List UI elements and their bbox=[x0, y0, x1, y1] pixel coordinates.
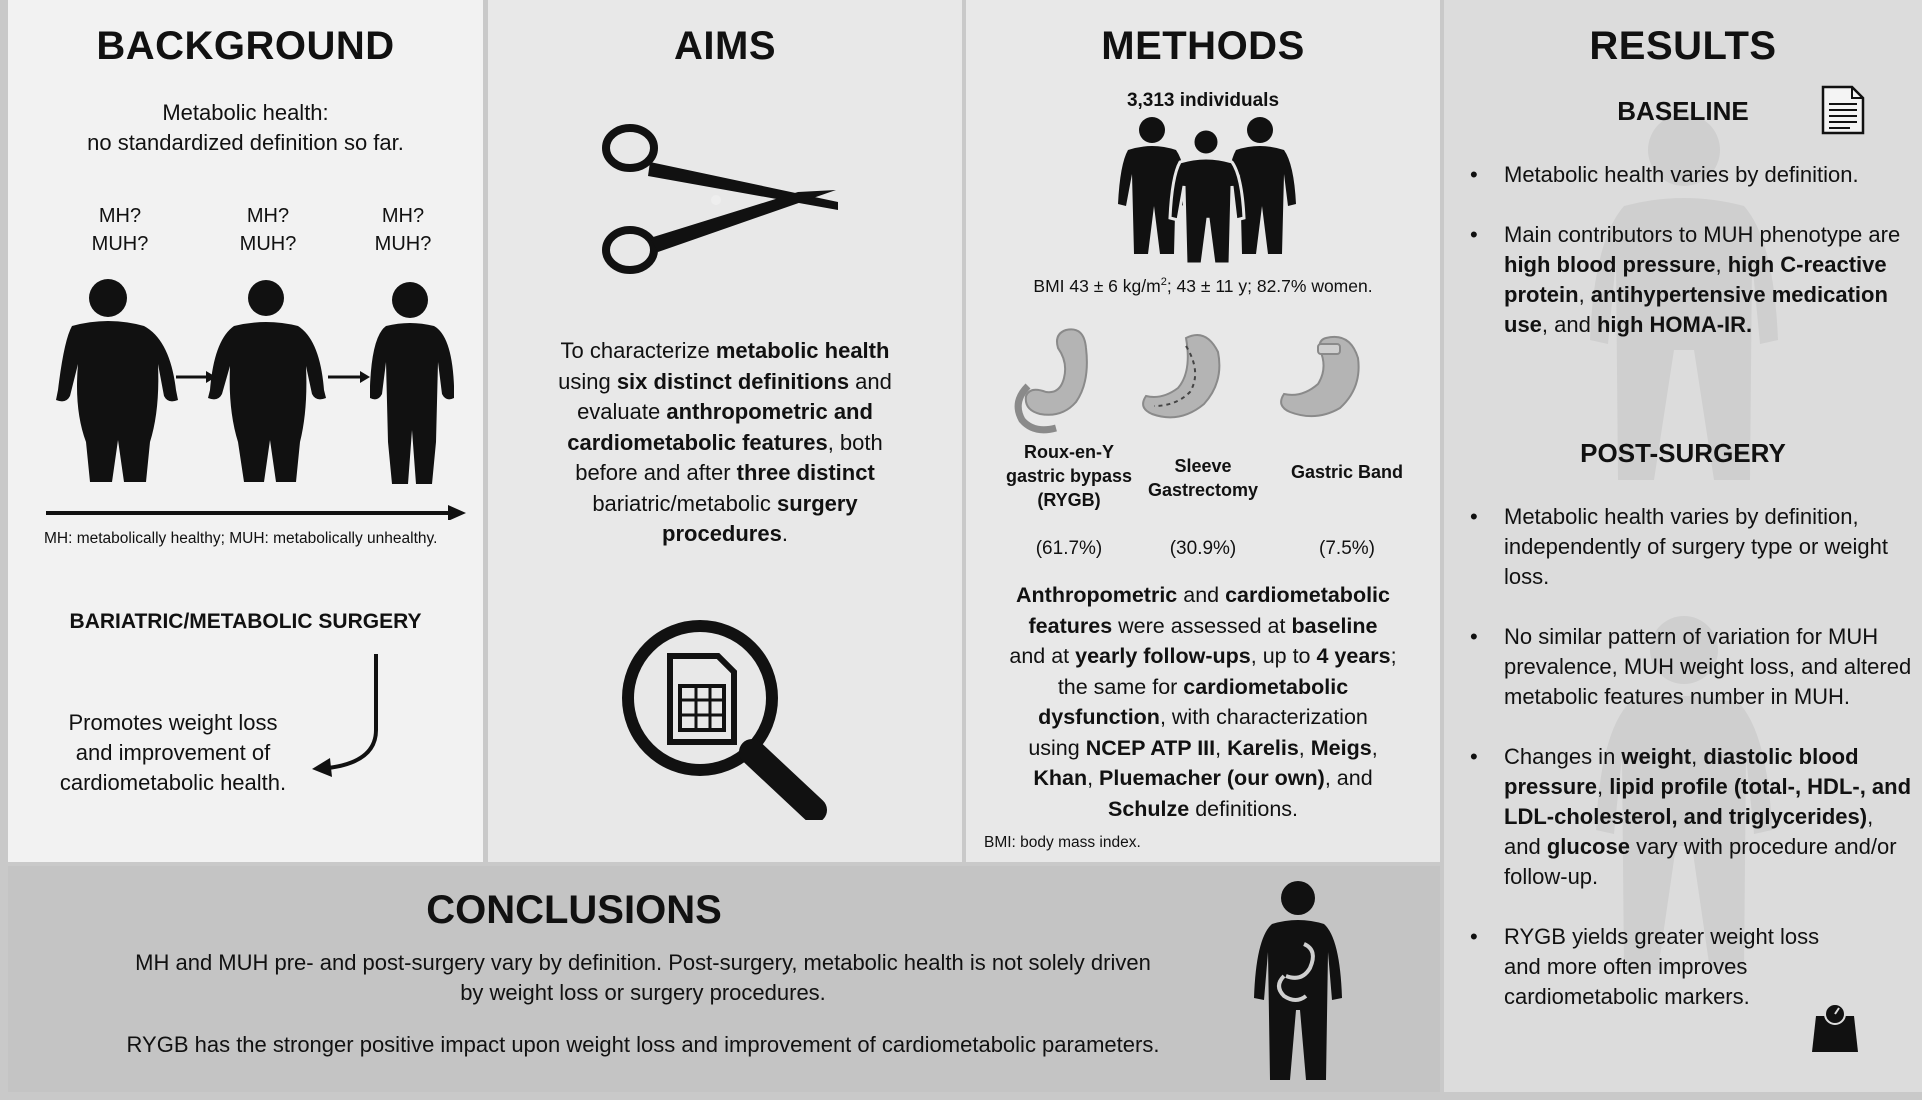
methods-title: METHODS bbox=[1101, 24, 1305, 68]
procedure-sleeve-label: Sleeve Gastrectomy bbox=[1147, 456, 1259, 500]
stomach-icon bbox=[1006, 322, 1406, 442]
arrow-icon bbox=[308, 650, 388, 780]
surgery-heading: BARIATRIC/METABOLIC SURGERY bbox=[69, 610, 422, 633]
figure-label-1: MH? MUH? bbox=[91, 205, 149, 255]
background-intro: Metabolic health: no standardized definition so far. bbox=[87, 100, 404, 155]
list-item: • Main contributors to MUH phenotype are high blood pressure, high C-reactive protein, antihypertensive medication use, and high HOMA-IR. bbox=[1458, 220, 1914, 340]
results-title: RESULTS bbox=[1589, 24, 1777, 68]
people-group-icon bbox=[1106, 114, 1306, 264]
conclusions-title: CONCLUSIONS bbox=[426, 888, 722, 932]
list-item: • RYGB yields greater weight loss and more often improves cardiometabolic markers. bbox=[1458, 922, 1914, 1012]
figure-label-2: MH? MUH? bbox=[239, 205, 297, 255]
figure-label-3: MH? MUH? bbox=[374, 205, 432, 255]
post-surgery-bullets bbox=[1458, 502, 1914, 1012]
methods-description: Anthropometric and cardiometabolic features were assessed at baseline and at yearly follow-ups, up to 4 years; the same for cardiometabolic dysfunction, with characterization using NCEP ATP III, Karelis, Meigs, Khan, Pluemacher (our own), and Schulze definitions. bbox=[1009, 583, 1397, 821]
bmi-summary: BMI 43 ± 6 $kg/m^2$; 43 ± 11 y; 82.7% women. bbox=[1033, 276, 1373, 296]
results-panel bbox=[1444, 0, 1922, 1092]
background-title: BACKGROUND bbox=[96, 24, 395, 68]
aims-title: AIMS bbox=[674, 24, 776, 68]
scale-icon bbox=[1810, 1002, 1860, 1054]
surgery-description: Promotes weight loss and improvement of cardiometabolic health. bbox=[59, 710, 287, 795]
sample-count: 3,313 individuals bbox=[1126, 90, 1280, 111]
post-surgery-heading: POST-SURGERY bbox=[1580, 438, 1786, 468]
scissors-icon bbox=[598, 120, 848, 280]
person-silhouette-icon bbox=[8, 270, 483, 520]
conclusions-panel bbox=[8, 866, 1440, 1092]
document-icon bbox=[1820, 84, 1866, 136]
conclusions-text: MH and MUH pre- and post-surgery vary by definition. Post-surgery, metabolic health is not solely driven by weight loss or surgery procedures. RYGB has the stronger positive impact upon weight loss and improvement of cardiometabolic parameters. bbox=[126, 950, 1160, 1057]
list-item: • Metabolic health varies by definition. bbox=[1458, 160, 1914, 190]
magnifier-document-icon bbox=[618, 620, 838, 820]
procedure-rygb-label: Roux-en-Y gastric bypass (RYGB) bbox=[1005, 442, 1133, 510]
procedure-band-label: Gastric Band bbox=[1290, 462, 1404, 482]
aims-panel bbox=[488, 0, 962, 862]
list-item: • No similar pattern of variation for MUH prevalence, MUH weight loss, and altered metabolic features number in MUH. bbox=[1458, 622, 1914, 712]
methods-panel bbox=[966, 0, 1440, 862]
person-silhouette-icon bbox=[1248, 880, 1348, 1084]
methods-footnote: BMI: body mass index. bbox=[984, 834, 1141, 851]
procedure-sleeve-pct: (30.9%) bbox=[1169, 538, 1237, 559]
abbreviation-note: MH: metabolically healthy; MUH: metabolically unhealthy. bbox=[44, 530, 438, 547]
aims-text: To characterize metabolic health using six distinct definitions and evaluate anthropometric and cardiometabolic features, both before and after three distinct bariatric/metabolic surgery procedures. bbox=[558, 338, 892, 546]
background-panel bbox=[8, 0, 483, 862]
procedure-rygb-pct: (61.7%) bbox=[1035, 538, 1103, 559]
procedure-band-pct: (7.5%) bbox=[1319, 538, 1375, 559]
list-item: • Changes in weight, diastolic blood pressure, lipid profile (total-, HDL-, and LDL-cholesterol, and triglycerides), and glucose vary with procedure and/or follow-up. bbox=[1458, 742, 1914, 892]
list-item: • Metabolic health varies by definition, independently of surgery type or weight loss. bbox=[1458, 502, 1914, 592]
baseline-heading: BASELINE bbox=[1617, 96, 1749, 126]
baseline-bullets bbox=[1458, 160, 1914, 340]
